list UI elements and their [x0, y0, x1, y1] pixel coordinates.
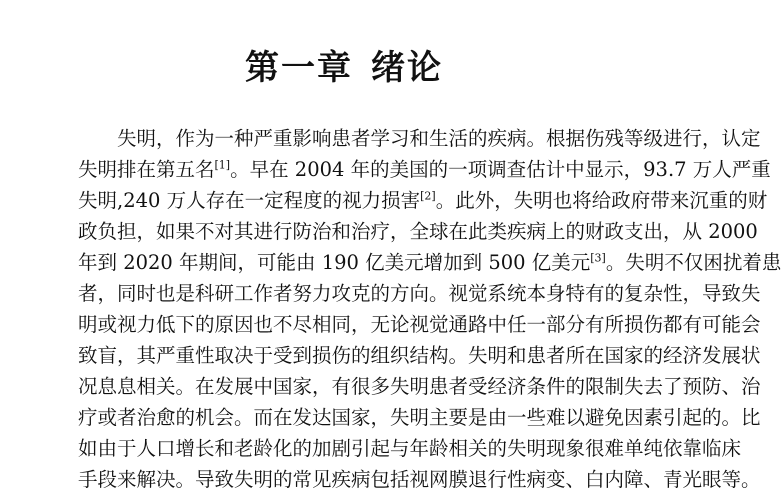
paragraph-line: [78, 402, 761, 433]
paragraph-line: [78, 278, 761, 309]
line-text: 政负担，如果不对其进行防治和治疗，全球在此类疾病上的财政支出，从 2000: [78, 220, 758, 243]
line-text: 失明，作为一种严重影响患者学习和生活的疾病。根据伤残等级进行，认定: [117, 127, 761, 150]
line-text: 如由于人口增长和老龄化的加剧引起与年龄相关的失明现象很难单纯依靠临床: [78, 437, 742, 460]
paragraph-line: [78, 154, 771, 185]
chapter-name: 绪论: [371, 48, 443, 88]
line-text: 明或视力低下的原因也不尽相同，无论视觉通路中任一部分有所损伤都有可能会: [78, 313, 761, 336]
line-text: 失明,240 万人存在一定程度的视力损害: [78, 189, 421, 212]
line-text: 者，同时也是科研工作者努力攻克的方向。视觉系统本身特有的复杂性，导致失: [78, 282, 761, 305]
line-text: 手段来解决。导致失明的常见疾病包括视网膜退行性病变、白内障、青光眼等。: [78, 468, 761, 491]
chapter-number: 第一章: [245, 48, 353, 88]
citation-marker: [1]: [214, 158, 231, 172]
citation-marker: [2]: [420, 189, 436, 203]
paragraph-line: [78, 216, 758, 247]
line-text: 。此外，失明也将给政府带来沉重的财: [435, 189, 768, 212]
paragraph-line: [78, 433, 742, 464]
line-text: 况息息相关。在发展中国家，有很多失明患者受经济条件的限制失去了预防、治: [78, 375, 761, 398]
body-paragraph: [78, 123, 781, 495]
paragraph-line: [78, 123, 761, 154]
paragraph-line: [78, 247, 781, 278]
paragraph-line: [78, 309, 761, 340]
citation-marker: [3]: [590, 251, 606, 265]
line-text: 年到 2020 年期间，可能由 190 亿美元增加到 500 亿美元: [78, 251, 591, 274]
line-text: 致盲，其严重性取决于受到损伤的组织结构。失明和患者所在国家的经济发展状: [78, 344, 761, 367]
line-text: 失明排在第五名: [78, 158, 215, 181]
paragraph-line: [78, 185, 768, 216]
paragraph-line: [78, 464, 761, 495]
line-text: 。失明不仅困扰着患: [605, 251, 781, 274]
chapter-title: [0, 40, 688, 89]
line-text: 疗或者治愈的机会。而在发达国家，失明主要是由一些难以避免因素引起的。比: [78, 406, 761, 429]
paragraph-line: [78, 340, 761, 371]
line-text: 。早在 2004 年的美国的一项调查估计中显示，93.7 万人严重: [230, 158, 771, 181]
paragraph-line: [78, 371, 761, 402]
